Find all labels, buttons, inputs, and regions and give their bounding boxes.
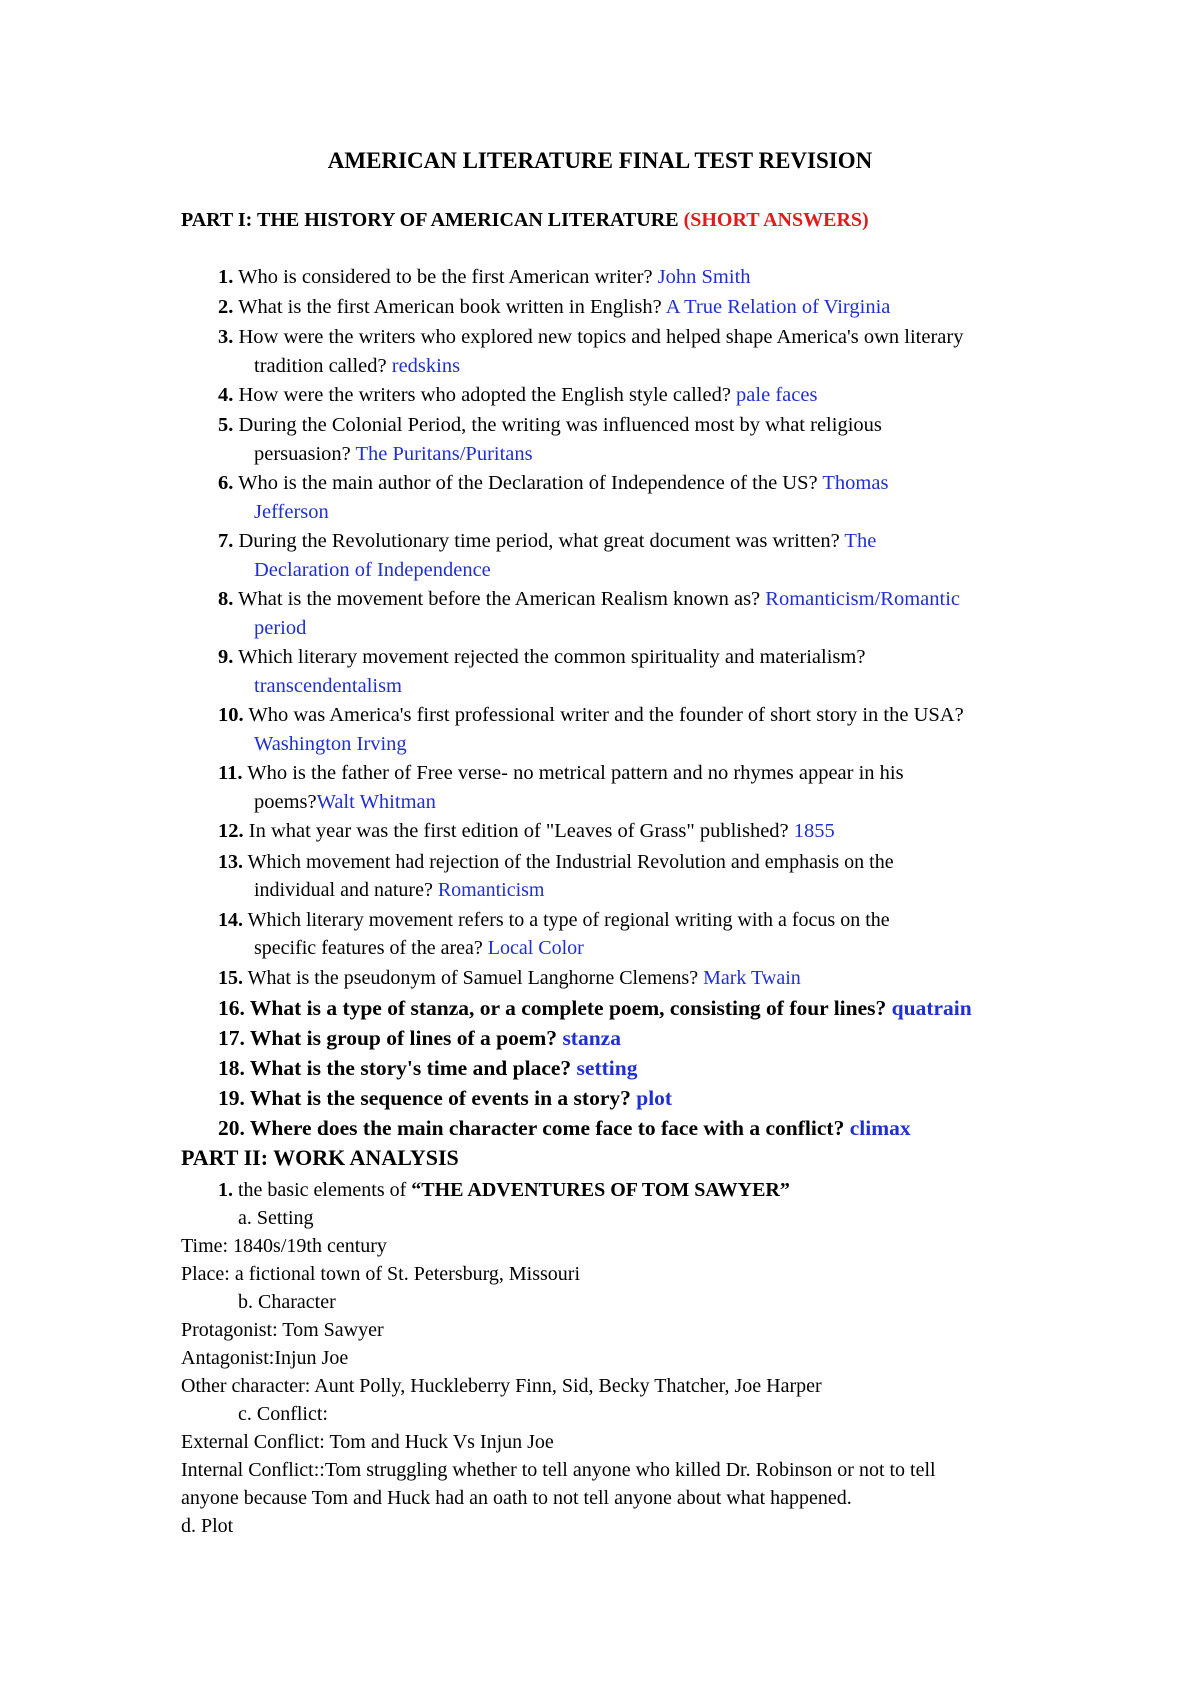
answer-part: The <box>844 530 877 552</box>
answer-part: Romanticism/Romantic <box>765 588 961 610</box>
answer: John Smith <box>657 266 751 288</box>
answer: Washington Irving <box>254 733 407 755</box>
answer: quatrain <box>891 996 972 1020</box>
question-8: 8. What is the movement before the American Realism known as? Romanticism/Romantic period <box>218 585 1116 643</box>
question-7: 7. During the Revolutionary time period, what great document was written? The Declaration of Independence <box>218 527 1116 585</box>
question-10: 10. Who was America's first professional writer and the founder of short story in the USA? Washington Irving <box>218 701 1116 759</box>
answer: Walt Whitman <box>316 791 436 813</box>
answer-part: Thomas <box>822 472 889 494</box>
question-16: 16. What is a type of stanza, or a complete poem, consisting of four lines? quatrain <box>218 996 972 1020</box>
question-4: 4. How were the writers who adopted the English style called? pale faces <box>218 384 818 406</box>
setting-label: a. Setting <box>238 1207 314 1229</box>
answer: Mark Twain <box>703 967 801 989</box>
question-3: 3. How were the writers who explored new topics and helped shape America's own literary tradition called? redskins <box>218 326 964 377</box>
answer: Declaration of Independence <box>254 559 491 581</box>
internal-conflict-line-2: anyone because Tom and Huck had an oath to not tell anyone about what happened. <box>181 1487 852 1509</box>
answer: transcendentalism <box>254 675 403 697</box>
internal-conflict-line-1: Internal Conflict::Tom struggling whether to tell anyone who killed Dr. Robinson or not to tell <box>181 1459 936 1481</box>
answer: pale faces <box>736 384 818 406</box>
question-5: 5. During the Colonial Period, the writing was influenced most by what religious persuasion? The Puritans/Puritans <box>218 414 882 465</box>
document-title: AMERICAN LITERATURE FINAL TEST REVISION <box>327 148 873 173</box>
answer: 1855 <box>793 820 835 842</box>
part1-heading <box>181 209 869 232</box>
answer: stanza <box>562 1026 621 1050</box>
setting-time: Time: 1840s/19th century <box>181 1235 387 1257</box>
question-14: 14. Which literary movement refers to a type of regional writing with a focus on the specific features of the area? Local Color <box>218 909 890 959</box>
plot-label: d. Plot <box>181 1515 234 1537</box>
answer: Jefferson <box>254 501 329 523</box>
question-19: 19. What is the sequence of events in a story? plot <box>218 1086 673 1110</box>
setting-place: Place: a fictional town of St. Petersburg, Missouri <box>181 1263 581 1285</box>
answer: climax <box>849 1116 911 1140</box>
question-1: 1. Who is considered to be the first American writer? John Smith <box>218 266 751 288</box>
answer: Local Color <box>487 937 584 959</box>
answer: plot <box>636 1086 673 1110</box>
answer: The Puritans/Puritans <box>355 443 533 465</box>
question-9: 9. Which literary movement rejected the common spirituality and materialism? transcendentalism <box>218 643 1116 701</box>
answer: A True Relation of Virginia <box>665 296 891 318</box>
other-characters: Other character: Aunt Polly, Huckleberry Finn, Sid, Becky Thatcher, Joe Harper <box>181 1375 822 1397</box>
question-12: 12. In what year was the first edition of "Leaves of Grass" published? 1855 <box>218 820 835 842</box>
question-2: 2. What is the first American book written in English? A True Relation of Virginia <box>218 296 891 318</box>
question-6: 6. Who is the main author of the Declaration of Independence of the US? Thomas Jefferson <box>218 469 1116 527</box>
question-17: 17. What is group of lines of a poem? stanza <box>218 1026 621 1050</box>
character-label: b. Character <box>238 1291 336 1313</box>
work-item-1: 1. the basic elements of “THE ADVENTURES OF TOM SAWYER” <box>218 1179 790 1201</box>
question-18: 18. What is the story's time and place? setting <box>218 1056 638 1080</box>
part2-heading: PART II: WORK ANALYSIS <box>181 1145 459 1170</box>
external-conflict: External Conflict: Tom and Huck Vs Injun Joe <box>181 1431 554 1453</box>
part1-heading-note: (SHORT ANSWERS) <box>683 209 869 231</box>
conflict-label: c. Conflict: <box>238 1403 328 1425</box>
question-13: 13. Which movement had rejection of the Industrial Revolution and emphasis on the individual and nature? Romanticism <box>218 851 894 901</box>
antagonist: Antagonist:Injun Joe <box>181 1347 349 1369</box>
answer: Romanticism <box>437 879 545 901</box>
question-20: 20. Where does the main character come face to face with a conflict? climax <box>218 1116 911 1140</box>
answer: setting <box>576 1056 638 1080</box>
question-15: 15. What is the pseudonym of Samuel Langhorne Clemens? Mark Twain <box>218 967 801 989</box>
question-11: 11. Who is the father of Free verse- no metrical pattern and no rhymes appear in his poems?Walt Whitman <box>218 762 904 813</box>
work-title: “THE ADVENTURES OF TOM SAWYER” <box>411 1179 790 1201</box>
answer: period <box>254 617 307 639</box>
part1-heading-text: PART I: THE HISTORY OF AMERICAN LITERATURE <box>181 209 684 231</box>
protagonist: Protagonist: Tom Sawyer <box>181 1319 384 1341</box>
answer: redskins <box>391 355 461 377</box>
